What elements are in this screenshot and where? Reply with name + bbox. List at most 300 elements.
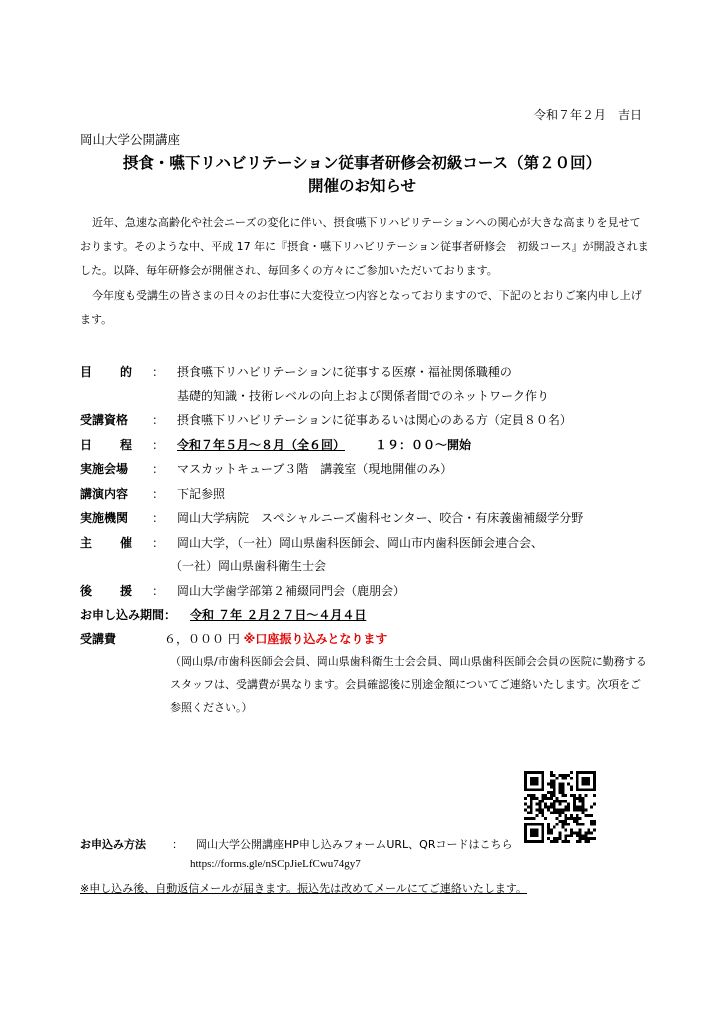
qr-module	[536, 783, 539, 786]
qr-module	[579, 837, 582, 840]
qr-module	[556, 817, 559, 820]
qr-module	[541, 829, 544, 832]
qr-module	[533, 777, 536, 780]
content-value: 下記参照	[177, 487, 226, 501]
qr-module	[587, 837, 590, 840]
fee-note: （岡山県/市歯科医師会会員、岡山県歯科衛生士会会員、岡山県歯科医師会会員の医院に勤務するスタッフは、受講費が異なります。会員確認後に別途金額についてご連絡いたします。次項をご参照ください。）	[170, 655, 647, 714]
qr-module	[541, 788, 544, 791]
qr-module	[559, 837, 562, 840]
qr-module	[524, 788, 527, 791]
qr-module	[553, 840, 556, 843]
qr-module	[541, 814, 544, 817]
qr-module	[524, 831, 527, 834]
qr-module	[541, 826, 544, 829]
qr-module	[579, 829, 582, 832]
qr-module	[579, 788, 582, 791]
qr-module	[561, 840, 564, 843]
qr-module	[570, 771, 573, 774]
qr-module	[541, 811, 544, 814]
qr-module	[524, 837, 527, 840]
qr-module	[579, 823, 582, 826]
qr-module	[559, 814, 562, 817]
qr-module	[573, 820, 576, 823]
qr-module	[556, 797, 559, 800]
qr-module	[553, 783, 556, 786]
qr-module	[538, 771, 541, 774]
qr-module	[538, 823, 541, 826]
qr-module	[550, 811, 553, 814]
qr-module	[541, 797, 544, 800]
qr-module	[587, 780, 590, 783]
qr-module	[533, 817, 536, 820]
qr-module	[544, 797, 547, 800]
qr-module	[584, 771, 587, 774]
qr-module	[561, 823, 564, 826]
qr-module	[576, 840, 579, 843]
qr-module	[576, 806, 579, 809]
qr-module	[538, 840, 541, 843]
qr-module	[559, 811, 562, 814]
qr-module	[587, 829, 590, 832]
qr-module	[561, 811, 564, 814]
application-period-label: お申し込み期間：	[80, 608, 177, 622]
qr-module	[559, 800, 562, 803]
qr-module	[541, 837, 544, 840]
qr-module	[533, 780, 536, 783]
qr-module	[576, 823, 579, 826]
qr-module	[587, 831, 590, 834]
qr-module	[556, 777, 559, 780]
organizers-value-line2: （一社）岡山県歯科衛生士会	[170, 559, 327, 573]
qr-module	[593, 820, 596, 823]
colon: ：	[152, 511, 165, 525]
qr-module	[582, 806, 585, 809]
qr-module	[547, 783, 550, 786]
schedule-dates: 令和７年５月～８月（全６回）	[177, 438, 346, 452]
qr-module	[590, 823, 593, 826]
issue-date: 令和７年２月 吉日	[533, 108, 642, 122]
qr-module	[530, 800, 533, 803]
qr-module	[547, 808, 550, 811]
colon: ：	[152, 365, 165, 379]
qr-module	[593, 823, 596, 826]
qr-module	[533, 797, 536, 800]
organizers-label: 主 催	[80, 536, 132, 550]
qr-module	[587, 783, 590, 786]
qr-module	[541, 785, 544, 788]
colon: ：	[152, 536, 165, 550]
qr-module	[530, 840, 533, 843]
qr-module	[536, 823, 539, 826]
apply-method-text: 岡山大学公開講座HP申し込みフォームURL、QRコードはこちら	[196, 838, 513, 851]
support-value: 岡山大学歯学部第２補綴同門会（鹿朋会）	[177, 584, 406, 598]
qr-module	[530, 803, 533, 806]
qr-module	[553, 806, 556, 809]
qr-module	[547, 791, 550, 794]
qr-module	[524, 783, 527, 786]
qr-module	[530, 831, 533, 834]
qr-module	[530, 783, 533, 786]
qr-module	[593, 780, 596, 783]
page-title: 摂食・嚥下リハビリテーション従事者研修会初級コース（第２０回）	[122, 154, 602, 172]
qr-module	[533, 834, 536, 837]
qr-module	[582, 788, 585, 791]
qr-module	[553, 774, 556, 777]
qr-module	[533, 794, 536, 797]
qr-module	[550, 783, 553, 786]
qr-module	[541, 834, 544, 837]
apply-method-label: お申込み方法	[80, 838, 146, 851]
qr-module	[567, 806, 570, 809]
application-period-value: 令和 ７年 ２月２７日～４月４日	[190, 608, 367, 622]
intro-paragraph-1: 近年、急速な高齢化や社会ニーズの変化に伴い、摂食嚥下リハビリテーションへの関心が大きな高まりを見せております。そのような中、平成 17 年に『摂食・嚥下リハビリテーション従事者研修会 初級コース』が開設されました。以降、毎年研修会が開催され、毎回多くの方々にご参加いただいております。	[80, 216, 649, 277]
qr-module	[564, 837, 567, 840]
qr-module	[576, 774, 579, 777]
qr-module	[582, 823, 585, 826]
qr-module	[579, 797, 582, 800]
qr-module	[564, 800, 567, 803]
qr-module	[541, 783, 544, 786]
qr-module	[536, 814, 539, 817]
qr-module	[533, 788, 536, 791]
qr-module	[530, 823, 533, 826]
qr-module	[559, 831, 562, 834]
qr-module	[564, 806, 567, 809]
qr-module	[564, 820, 567, 823]
qr-module	[544, 806, 547, 809]
intro-paragraph-2: 今年度も受講生の皆さまの日々のお仕事に大変役立つ内容となっておりますので、下記のとおりご案内申し上げます。	[80, 289, 642, 326]
colon: ：	[172, 838, 183, 851]
qr-module	[553, 780, 556, 783]
qr-module	[587, 777, 590, 780]
qr-module	[536, 840, 539, 843]
qr-module	[541, 771, 544, 774]
qr-module	[561, 783, 564, 786]
qr-module	[561, 788, 564, 791]
qr-module	[547, 797, 550, 800]
qr-module	[570, 814, 573, 817]
fee-label: 受講費	[80, 632, 117, 646]
organizers-value-line1: 岡山大学，（一社）岡山県歯科医師会、岡山市内歯科医師会連合会、	[177, 536, 544, 550]
qr-module	[530, 808, 533, 811]
qr-module	[533, 783, 536, 786]
qr-module	[593, 777, 596, 780]
qr-module	[530, 829, 533, 832]
fee-value: ６，０００ 円	[164, 632, 240, 646]
qr-module	[550, 803, 553, 806]
qr-module	[559, 803, 562, 806]
qr-module	[559, 788, 562, 791]
qr-module	[530, 794, 533, 797]
qr-module	[584, 834, 587, 837]
qr-module	[593, 794, 596, 797]
qr-module	[567, 840, 570, 843]
qr-module	[536, 788, 539, 791]
qr-module	[550, 797, 553, 800]
organization-name: 岡山大学公開講座	[80, 132, 181, 147]
qr-module	[547, 806, 550, 809]
qr-module	[527, 788, 530, 791]
fee-value-wrap	[164, 630, 387, 647]
qr-module	[579, 794, 582, 797]
qr-module	[524, 826, 527, 829]
qr-module	[536, 797, 539, 800]
qr-module	[561, 808, 564, 811]
qr-module	[564, 823, 567, 826]
colon: ：	[152, 487, 165, 501]
qr-module	[570, 785, 573, 788]
qr-module	[530, 797, 533, 800]
qr-module	[561, 791, 564, 794]
qr-module	[553, 800, 556, 803]
qr-module	[547, 837, 550, 840]
venue-value: マスカットキューブ３階 講義室（現地開催のみ）	[177, 462, 453, 476]
qr-module	[536, 780, 539, 783]
qr-module	[593, 783, 596, 786]
qr-module	[550, 794, 553, 797]
qr-module	[576, 820, 579, 823]
qr-module	[524, 808, 527, 811]
qr-module	[573, 808, 576, 811]
qr-module	[590, 788, 593, 791]
qr-module	[590, 771, 593, 774]
qr-module	[536, 834, 539, 837]
qr-module	[570, 817, 573, 820]
purpose-value-line1: 摂食嚥下リハビリテーションに従事する医療・福祉関係職種の	[177, 365, 512, 379]
qr-module	[527, 811, 530, 814]
qr-module	[564, 777, 567, 780]
qr-module	[582, 783, 585, 786]
qr-module	[530, 788, 533, 791]
qr-module	[541, 840, 544, 843]
qr-module	[584, 840, 587, 843]
qr-module	[530, 834, 533, 837]
qr-module	[590, 831, 593, 834]
qr-module	[576, 771, 579, 774]
qr-module	[584, 831, 587, 834]
qr-module	[570, 794, 573, 797]
qr-module	[553, 803, 556, 806]
qr-module	[584, 783, 587, 786]
qr-module	[524, 777, 527, 780]
qr-module	[593, 788, 596, 791]
qr-module	[553, 788, 556, 791]
institution-value: 岡山大学病院 スペシャルニーズ歯科センター、咬合・有床義歯補綴学分野	[177, 511, 584, 525]
qr-module	[576, 783, 579, 786]
qr-module	[559, 791, 562, 794]
qr-module	[582, 808, 585, 811]
qr-module	[553, 826, 556, 829]
qr-module	[576, 780, 579, 783]
qr-module	[541, 794, 544, 797]
qr-module	[576, 785, 579, 788]
qr-module	[573, 817, 576, 820]
qr-module	[536, 771, 539, 774]
qr-module	[538, 811, 541, 814]
qr-module	[582, 771, 585, 774]
qr-module	[544, 794, 547, 797]
qr-module	[576, 777, 579, 780]
qr-module	[547, 823, 550, 826]
qr-module	[579, 771, 582, 774]
qr-module	[524, 803, 527, 806]
qr-module	[541, 808, 544, 811]
qr-module	[556, 800, 559, 803]
qr-module	[576, 788, 579, 791]
qr-module	[559, 808, 562, 811]
qr-module	[582, 777, 585, 780]
qr-module	[530, 817, 533, 820]
qr-module	[593, 774, 596, 777]
qr-module	[584, 814, 587, 817]
qr-module	[536, 829, 539, 832]
qr-module	[556, 840, 559, 843]
qr-module	[527, 817, 530, 820]
colon: ：	[152, 413, 165, 427]
eligibility-value: 摂食嚥下リハビリテーションに従事あるいは関心のある方（定員８０名）	[177, 413, 572, 427]
qr-module	[584, 780, 587, 783]
qr-module	[573, 806, 576, 809]
schedule-value	[177, 436, 471, 453]
qr-module	[567, 817, 570, 820]
qr-module	[570, 834, 573, 837]
qr-module	[561, 785, 564, 788]
qr-module	[538, 800, 541, 803]
qr-module	[541, 780, 544, 783]
qr-module	[564, 794, 567, 797]
qr-module	[550, 774, 553, 777]
qr-module	[582, 780, 585, 783]
qr-module	[579, 808, 582, 811]
institution-label: 実施機関	[80, 511, 129, 525]
qr-module	[564, 829, 567, 832]
qr-module	[550, 829, 553, 832]
qr-module	[582, 800, 585, 803]
qr-module	[538, 808, 541, 811]
qr-module	[576, 797, 579, 800]
qr-module	[573, 800, 576, 803]
qr-module	[536, 808, 539, 811]
qr-module	[587, 788, 590, 791]
qr-module	[570, 788, 573, 791]
qr-module	[593, 829, 596, 832]
qr-module	[559, 785, 562, 788]
qr-module	[533, 771, 536, 774]
qr-module	[561, 820, 564, 823]
qr-module	[573, 803, 576, 806]
qr-module	[559, 783, 562, 786]
qr-module	[553, 785, 556, 788]
qr-module	[587, 814, 590, 817]
qr-module	[550, 771, 553, 774]
qr-module	[533, 823, 536, 826]
qr-module	[564, 808, 567, 811]
qr-module	[579, 831, 582, 834]
qr-module	[561, 774, 564, 777]
qr-module	[530, 777, 533, 780]
qr-module	[550, 780, 553, 783]
qr-module	[573, 797, 576, 800]
qr-module	[541, 831, 544, 834]
qr-module	[593, 837, 596, 840]
qr-module	[590, 837, 593, 840]
qr-module	[524, 774, 527, 777]
qr-module	[538, 803, 541, 806]
qr-module	[547, 831, 550, 834]
qr-module	[567, 823, 570, 826]
qr-module	[567, 783, 570, 786]
qr-module	[550, 791, 553, 794]
qr-module	[573, 831, 576, 834]
qr-module	[559, 820, 562, 823]
qr-module	[536, 777, 539, 780]
qr-module	[553, 811, 556, 814]
schedule-time: １９：００～開始	[375, 438, 472, 452]
qr-module	[567, 808, 570, 811]
qr-module	[561, 794, 564, 797]
qr-module	[533, 840, 536, 843]
qr-module	[527, 823, 530, 826]
qr-module	[579, 840, 582, 843]
qr-module	[582, 797, 585, 800]
colon: ：	[152, 584, 165, 598]
qr-module	[538, 806, 541, 809]
eligibility-label: 受講資格	[80, 413, 129, 427]
qr-code[interactable]	[524, 771, 596, 843]
qr-module	[524, 780, 527, 783]
qr-module	[527, 840, 530, 843]
qr-module	[538, 788, 541, 791]
schedule-label: 日 程	[80, 438, 132, 452]
qr-module	[524, 823, 527, 826]
qr-module	[530, 780, 533, 783]
qr-module	[527, 806, 530, 809]
form-url-link[interactable]: https://forms.gle/nSCpJieLfCwu74gy7	[190, 858, 361, 870]
qr-module	[541, 823, 544, 826]
qr-module	[582, 837, 585, 840]
qr-module	[553, 794, 556, 797]
fee-payment-note: ※口座振り込みとなります	[243, 632, 388, 646]
qr-module	[587, 840, 590, 843]
venue-label: 実施会場	[80, 462, 129, 476]
qr-module	[573, 794, 576, 797]
qr-module	[556, 808, 559, 811]
qr-module	[530, 811, 533, 814]
qr-module	[570, 777, 573, 780]
page-subtitle: 開催のお知らせ	[307, 177, 417, 195]
qr-module	[556, 837, 559, 840]
qr-module	[590, 814, 593, 817]
qr-module	[527, 794, 530, 797]
qr-module	[570, 831, 573, 834]
qr-module	[576, 817, 579, 820]
content-label: 講演内容	[80, 487, 129, 501]
qr-module	[576, 808, 579, 811]
qr-module	[584, 788, 587, 791]
qr-module	[533, 829, 536, 832]
qr-module	[559, 774, 562, 777]
qr-module	[547, 826, 550, 829]
qr-module	[582, 834, 585, 837]
colon: ：	[152, 438, 165, 452]
qr-module	[584, 808, 587, 811]
qr-module	[564, 840, 567, 843]
qr-module	[550, 831, 553, 834]
support-label: 後 援	[80, 584, 132, 598]
qr-module	[556, 811, 559, 814]
qr-module	[524, 785, 527, 788]
qr-module	[576, 831, 579, 834]
